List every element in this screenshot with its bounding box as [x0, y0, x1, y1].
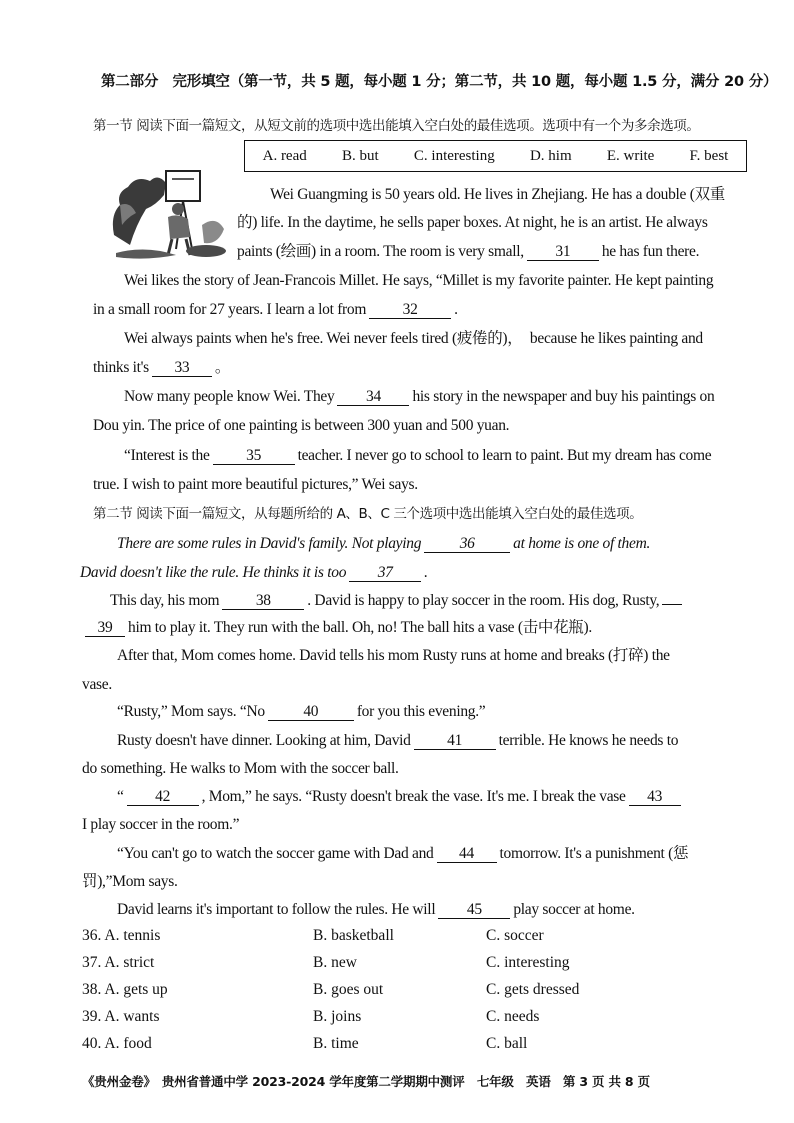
- choice-a: 39. A. wants: [82, 1008, 160, 1025]
- blank-39-lead: [662, 604, 682, 605]
- passage2-line: “You can't go to watch the soccer game with Dad and 44 tomorrow. It's a punishment (惩: [117, 845, 689, 862]
- section-heading: 第二部分 完形填空（第一节，共 5 题，每小题 1 分；第二节，共 10 题，每小题 1.5 分，满分 20 分）: [101, 74, 778, 90]
- word-option-box: [244, 140, 747, 172]
- page-footer: 《贵州金卷》 贵州省普通中学 2023-2024 学年度第二学期期中测评 七年级 英语 第 3 页 共 8 页: [82, 1074, 650, 1089]
- choice-a: 36. A. tennis: [82, 927, 161, 944]
- option-a: A. read: [262, 147, 307, 164]
- choice-row-39: [82, 1008, 702, 1028]
- passage1-line: Wei always paints when he's free. Wei never feels tired (疲倦的)， because he likes painting and: [124, 330, 703, 347]
- blank-36: 36: [424, 535, 510, 553]
- blank-40: 40: [268, 703, 354, 721]
- passage1-line: “Interest is the 35 teacher. I never go to school to learn to paint. But my dream has come: [124, 447, 712, 464]
- blank-34: 34: [337, 388, 409, 406]
- part1-instruction: 第一节 阅读下面一篇短文，从短文前的选项中选出能填入空白处的最佳选项。选项中有一个为多余选项。: [93, 118, 700, 134]
- passage1-line: thinks it's 33 。: [93, 359, 231, 376]
- passage1-line: Wei Guangming is 50 years old. He lives in Zhejiang. He has a double (双重: [270, 186, 725, 203]
- passage2-line: vase.: [82, 676, 112, 693]
- passage1-line: Wei likes the story of Jean-Francois Millet. He says, “Millet is my favorite painter. He kept painting: [124, 272, 714, 289]
- blank-41: 41: [414, 732, 496, 750]
- choice-a: 38. A. gets up: [82, 981, 168, 998]
- blank-44: 44: [437, 845, 497, 863]
- choice-c: C. soccer: [486, 927, 544, 944]
- blank-35: 35: [213, 447, 295, 465]
- option-c: C. interesting: [413, 147, 495, 164]
- choice-c: C. interesting: [486, 954, 570, 971]
- option-d: D. him: [529, 147, 572, 164]
- blank-37: 37: [349, 564, 421, 582]
- passage1-line: Dou yin. The price of one painting is between 300 yuan and 500 yuan.: [93, 417, 510, 434]
- passage1-line: true. I wish to paint more beautiful pictures,” Wei says.: [93, 476, 418, 493]
- blank-45: 45: [438, 901, 510, 919]
- passage1-line: Now many people know Wei. They 34 his story in the newspaper and buy his paintings on: [124, 388, 715, 405]
- choice-a: 40. A. food: [82, 1035, 152, 1052]
- blank-33: 33: [152, 359, 212, 377]
- passage2-line: There are some rules in David's family. Not playing 36 at home is one of them.: [117, 535, 651, 552]
- blank-42: 42: [127, 788, 199, 806]
- passage2-line: After that, Mom comes home. David tells his mom Rusty runs at home and breaks (打碎) the: [117, 647, 670, 664]
- option-f: F. best: [689, 147, 729, 164]
- option-e: E. write: [606, 147, 655, 164]
- passage1-line: in a small room for 27 years. I learn a lot from 32 .: [93, 301, 458, 318]
- part2-instruction: 第二节 阅读下面一篇短文，从每题所给的 A、B、C 三个选项中选出能填入空白处的最佳选项。: [93, 506, 643, 522]
- passage2-line: “ 42 , Mom,” he says. “Rusty doesn't break the vase. It's me. I break the vase 43: [117, 787, 747, 807]
- choice-row-38: [82, 981, 702, 1001]
- passage2-line: I play soccer in the room.”: [82, 816, 240, 833]
- passage1-line: paints (绘画) in a room. The room is very small, 31 he has fun there.: [237, 243, 700, 260]
- blank-39: 39: [85, 619, 125, 637]
- choice-row-40: [82, 1035, 702, 1055]
- choice-a: 37. A. strict: [82, 954, 155, 971]
- choice-b: B. new: [313, 954, 357, 971]
- passage2-line: 罚),”Mom says.: [82, 873, 178, 890]
- blank-38: 38: [222, 592, 304, 610]
- passage2-line: David learns it's important to follow the rules. He will 45 play soccer at home.: [117, 901, 635, 918]
- choice-b: B. time: [313, 1035, 359, 1052]
- passage2-line: “Rusty,” Mom says. “No 40 for you this evening.”: [117, 703, 486, 720]
- passage2-line: Rusty doesn't have dinner. Looking at him, David 41 terrible. He knows he needs to: [117, 732, 679, 749]
- choice-row-36: [82, 927, 702, 947]
- blank-31: 31: [527, 243, 599, 261]
- choice-b: B. goes out: [313, 981, 384, 998]
- passage2-line: 39 him to play it. They run with the ball. Oh, no! The ball hits a vase (击中花瓶).: [82, 618, 742, 638]
- passage2-line: This day, his mom 38 . David is happy to play soccer in the room. His dog, Rusty,: [110, 591, 750, 611]
- choice-b: B. basketball: [313, 927, 394, 944]
- passage1-line: 的) life. In the daytime, he sells paper boxes. At night, he is an artist. He always: [237, 214, 708, 231]
- blank-43: 43: [629, 788, 681, 806]
- painter-illustration: [106, 165, 232, 261]
- choice-c: C. gets dressed: [486, 981, 580, 998]
- option-b: B. but: [341, 147, 379, 164]
- passage2-line: David doesn't like the rule. He thinks it is too 37 .: [80, 564, 428, 581]
- passage2-line: do something. He walks to Mom with the soccer ball.: [82, 760, 399, 777]
- choice-row-37: [82, 954, 702, 974]
- choice-c: C. needs: [486, 1008, 540, 1025]
- blank-32: 32: [369, 301, 451, 319]
- choice-c: C. ball: [486, 1035, 528, 1052]
- choice-b: B. joins: [313, 1008, 362, 1025]
